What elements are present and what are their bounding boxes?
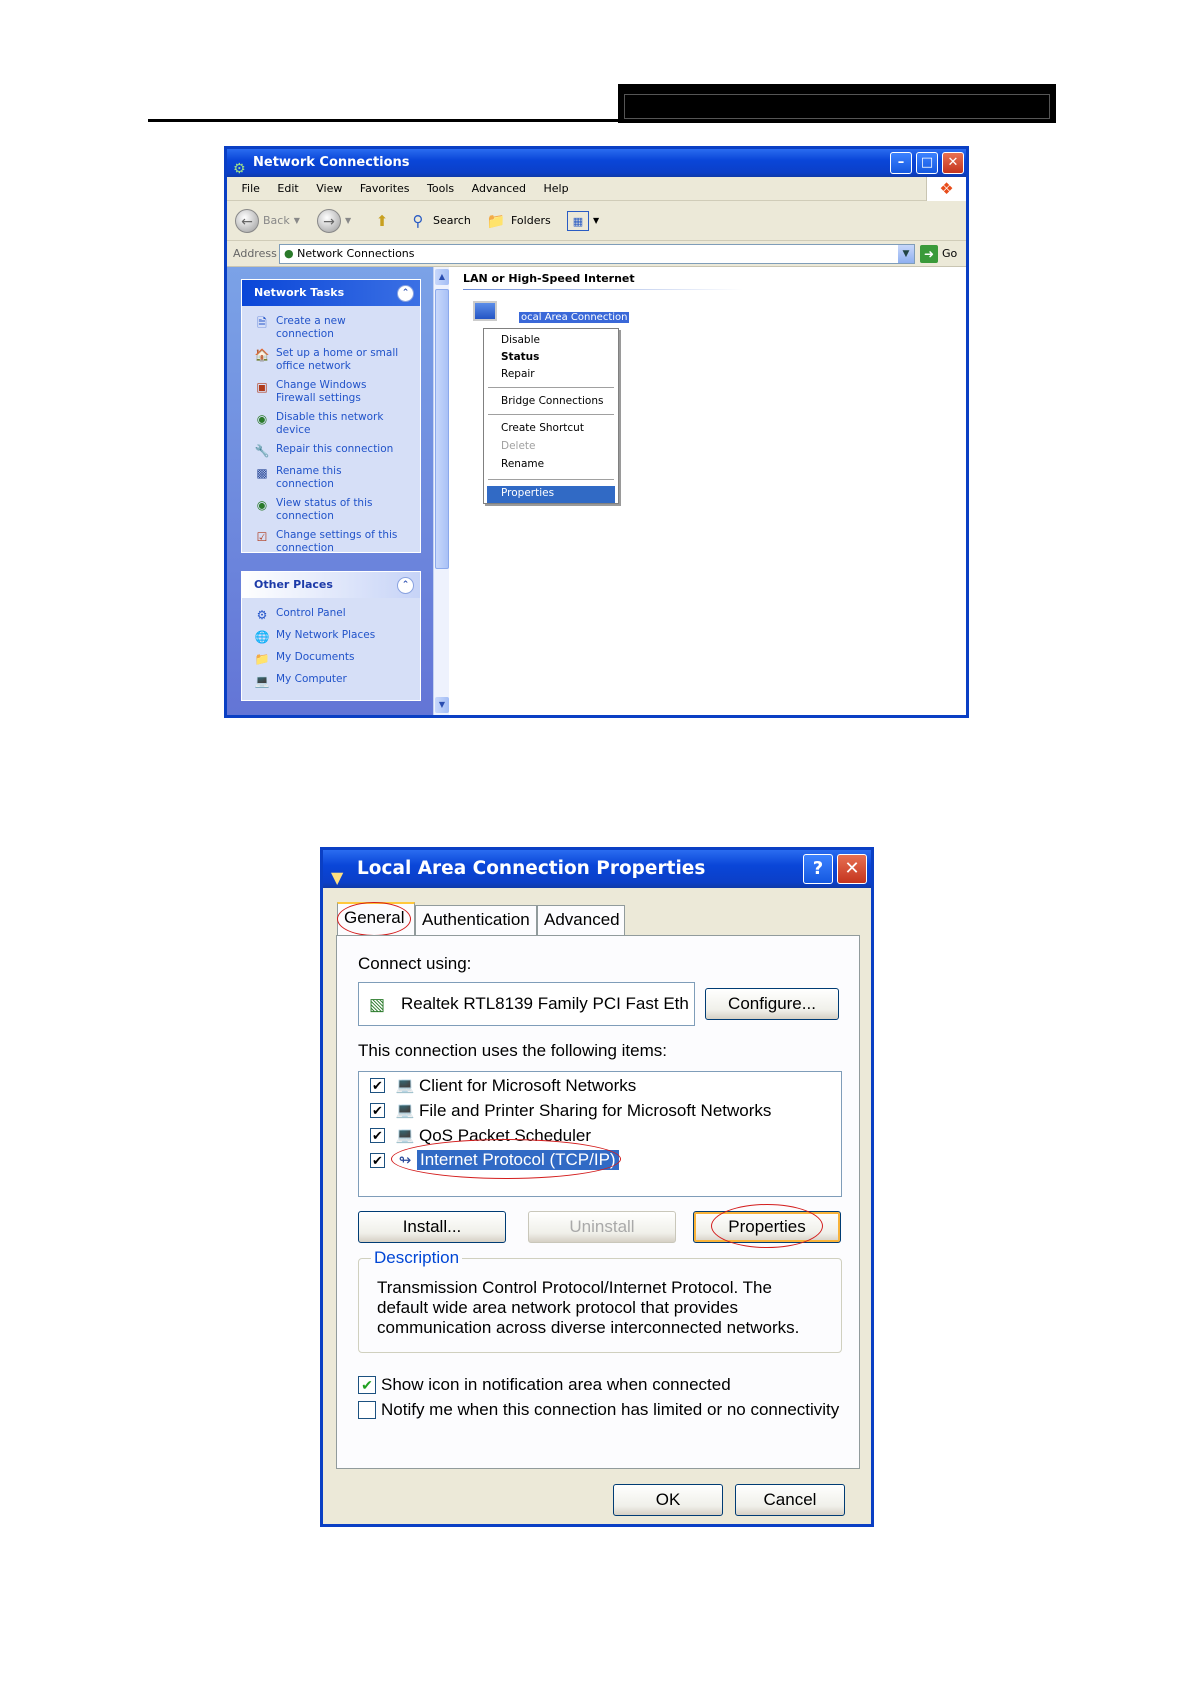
network-tasks-panel: [241, 279, 421, 553]
ctx-disable[interactable]: Disable: [501, 334, 540, 346]
menu-favorites[interactable]: Favorites: [359, 182, 410, 195]
task-firewall[interactable]: ▣ Change Windows Firewall settings: [242, 376, 420, 408]
network-tasks-title: Network Tasks: [254, 286, 345, 299]
address-label: Address: [233, 247, 277, 260]
firewall-icon: ▣: [256, 380, 268, 394]
place-network-places[interactable]: 🌐 My Network Places: [254, 629, 376, 644]
dropdown-arrow-icon[interactable]: ▼: [898, 245, 914, 263]
ctx-separator: [488, 414, 614, 415]
ok-button[interactable]: OK: [613, 1484, 723, 1516]
menu-edit[interactable]: Edit: [277, 182, 299, 195]
ctx-separator: [488, 387, 614, 388]
close-button[interactable]: ✕: [942, 152, 964, 174]
context-menu: [483, 328, 619, 504]
adapter-name: Realtek RTL8139 Family PCI Fast Eth: [401, 994, 689, 1013]
chevron-down-icon: ▼: [293, 216, 300, 225]
place-control-panel[interactable]: ⚙ Control Panel: [242, 604, 420, 626]
annotation-ellipse-tcpip: [391, 1139, 621, 1179]
items-label: This connection uses the following items:: [358, 1041, 667, 1060]
up-folder-icon: ⬆: [375, 212, 389, 230]
menu-bar: [227, 177, 966, 201]
lan-properties-dialog: [320, 847, 874, 1527]
checkbox-file-sharing[interactable]: ✔: [370, 1103, 385, 1118]
task-view-status[interactable]: ◉ View status of this connection: [242, 494, 420, 526]
window-title: Network Connections: [253, 155, 410, 170]
computer-icon: 💻: [254, 674, 270, 688]
checkbox-tcpip[interactable]: ✔: [370, 1153, 385, 1168]
ctx-bridge-connections[interactable]: Bridge Connections: [501, 395, 604, 407]
settings-icon: ☑: [256, 530, 268, 544]
item-label-selected: Internet Protocol (TCP/IP): [417, 1150, 619, 1170]
views-button[interactable]: [567, 209, 599, 233]
connection-icon: ▼: [331, 868, 344, 887]
adapter-field: [358, 982, 695, 1026]
cancel-button[interactable]: Cancel: [735, 1484, 845, 1516]
folders-label: Folders: [511, 214, 551, 227]
group-header: LAN or High-Speed Internet: [463, 272, 635, 285]
forward-button[interactable]: [317, 209, 351, 233]
ctx-rename[interactable]: Rename: [501, 458, 545, 470]
local-area-connection-icon[interactable]: [469, 299, 501, 331]
scrollbar[interactable]: [433, 267, 449, 715]
connections-pane: [449, 267, 966, 715]
item-label: Client for Microsoft Networks: [419, 1076, 637, 1095]
search-icon: ⚲: [412, 212, 424, 230]
home-network-icon: 🏠: [254, 348, 270, 362]
tab-general-label: General: [344, 908, 405, 927]
documents-icon: 📁: [254, 652, 270, 666]
ctx-status[interactable]: Status: [501, 351, 540, 363]
other-places-title: Other Places: [254, 578, 333, 591]
tab-authentication-label: Authentication: [422, 910, 530, 929]
place-my-documents[interactable]: 📁 My Documents: [254, 651, 355, 666]
computer-icon: 💻: [395, 1077, 415, 1094]
computer-icon: 💻: [395, 1102, 415, 1119]
title-bar[interactable]: [323, 850, 871, 888]
menu-advanced[interactable]: Advanced: [471, 182, 526, 195]
forward-arrow-icon: →: [317, 209, 341, 233]
item-label: QoS Packet Scheduler: [419, 1126, 591, 1145]
dialog-title: Local Area Connection Properties: [357, 858, 706, 879]
properties-button[interactable]: Properties: [693, 1211, 841, 1243]
ctx-create-shortcut[interactable]: Create Shortcut: [501, 422, 584, 434]
notify-checkbox[interactable]: [358, 1401, 376, 1419]
show-icon-label: Show icon in notification area when connected: [381, 1375, 731, 1394]
header-rule: [148, 119, 618, 122]
address-input[interactable]: [279, 244, 915, 264]
menu-file[interactable]: File: [241, 182, 260, 195]
annotation-ellipse-general: [337, 902, 411, 936]
go-label: Go: [942, 247, 958, 260]
rename-icon: ▩: [256, 466, 268, 480]
item-label: File and Printer Sharing for Microsoft Networks: [419, 1101, 772, 1120]
collapse-icon[interactable]: ⌃: [397, 285, 414, 302]
toolbar: [227, 201, 966, 241]
tab-advanced[interactable]: [537, 905, 625, 935]
go-button[interactable]: [920, 244, 957, 264]
menu-tools[interactable]: Tools: [427, 182, 455, 195]
task-pane: [227, 267, 433, 715]
ctx-properties[interactable]: Properties: [501, 487, 555, 499]
new-connection-icon: 🗎: [257, 316, 267, 330]
ctx-separator: [488, 479, 614, 480]
scroll-down-icon[interactable]: ▼: [435, 697, 449, 713]
task-rename[interactable]: ▩ Rename this connection: [242, 462, 420, 494]
scroll-thumb[interactable]: [435, 289, 449, 569]
general-tab-panel: [336, 935, 860, 1469]
folders-button[interactable]: [485, 209, 551, 233]
control-panel-icon: ⚙: [256, 608, 268, 622]
local-area-connection-label[interactable]: ocal Area Connection: [521, 312, 628, 323]
chevron-down-icon: ▼: [345, 216, 352, 225]
description-text: Transmission Control Protocol/Internet Protocol. The default wide area network protocol that provides communication across diverse interconnected networks.: [377, 1278, 800, 1337]
up-folder-button[interactable]: [371, 209, 393, 233]
address-value: Network Connections: [297, 247, 415, 260]
ctx-delete: Delete: [501, 440, 536, 452]
back-label: Back: [263, 214, 290, 227]
repair-icon: 🔧: [254, 444, 270, 458]
close-button[interactable]: ✕: [837, 854, 867, 884]
status-icon: ◉: [256, 498, 268, 512]
protocol-icon: ↬: [398, 1152, 412, 1169]
other-places-panel: [241, 571, 421, 701]
annotation-ellipse-properties: [711, 1204, 823, 1248]
items-list: [358, 1071, 842, 1197]
other-places-header[interactable]: [242, 572, 420, 598]
address-bar: [227, 241, 966, 267]
search-button[interactable]: [407, 209, 471, 233]
task-create-connection[interactable]: 🗎 Create a new connection: [242, 312, 420, 344]
group-divider: [463, 289, 743, 290]
show-icon-checkbox[interactable]: ✔: [358, 1376, 376, 1394]
task-change-settings[interactable]: ☑ Change settings of this connection: [242, 526, 420, 558]
tab-authentication[interactable]: [415, 905, 537, 935]
go-arrow-icon: ➜: [920, 245, 938, 263]
checkbox-qos[interactable]: ✔: [370, 1128, 385, 1143]
maximize-button[interactable]: □: [916, 152, 938, 174]
search-label: Search: [433, 214, 471, 227]
install-button[interactable]: Install...: [358, 1211, 506, 1243]
network-connections-icon: ⚙: [233, 161, 246, 177]
back-arrow-icon: ←: [235, 209, 259, 233]
network-tasks-header[interactable]: [242, 280, 420, 306]
uninstall-button: Uninstall: [528, 1211, 676, 1243]
notify-label: Notify me when this connection has limited or no connectivity: [381, 1400, 840, 1419]
folder-icon: 📁: [486, 212, 506, 230]
task-disable-device[interactable]: ◉ Disable this network device: [242, 408, 420, 440]
description-title: Description: [371, 1248, 462, 1268]
views-icon: ▦: [567, 211, 589, 231]
connect-using-label: Connect using:: [358, 954, 472, 973]
menu-view[interactable]: View: [316, 182, 343, 195]
task-repair[interactable]: 🔧 Repair this connection: [254, 443, 394, 458]
network-icon: ●: [284, 247, 294, 260]
network-connections-window: [224, 146, 969, 718]
menu-help[interactable]: Help: [543, 182, 569, 195]
minimize-button[interactable]: –: [890, 152, 912, 174]
computer-icon: 💻: [395, 1127, 415, 1144]
help-button[interactable]: ?: [803, 854, 833, 884]
scroll-up-icon[interactable]: ▲: [435, 269, 449, 285]
ctx-repair[interactable]: Repair: [501, 368, 535, 380]
header-bar: [618, 84, 1056, 123]
title-bar[interactable]: [227, 149, 966, 177]
task-home-network[interactable]: 🏠 Set up a home or small office network: [254, 347, 399, 372]
tab-advanced-label: Advanced: [544, 910, 620, 929]
checkbox-client[interactable]: ✔: [370, 1078, 385, 1093]
chevron-down-icon: ▼: [593, 216, 600, 225]
disable-network-icon: ◉: [256, 412, 268, 426]
network-places-icon: 🌐: [254, 630, 270, 644]
configure-button[interactable]: Configure...: [705, 988, 839, 1020]
back-button[interactable]: [235, 209, 300, 233]
network-adapter-icon: ▧: [369, 995, 386, 1014]
place-my-computer[interactable]: 💻 My Computer: [254, 673, 347, 688]
collapse-icon[interactable]: ⌃: [397, 577, 414, 594]
windows-logo-icon: ❖: [926, 177, 966, 201]
